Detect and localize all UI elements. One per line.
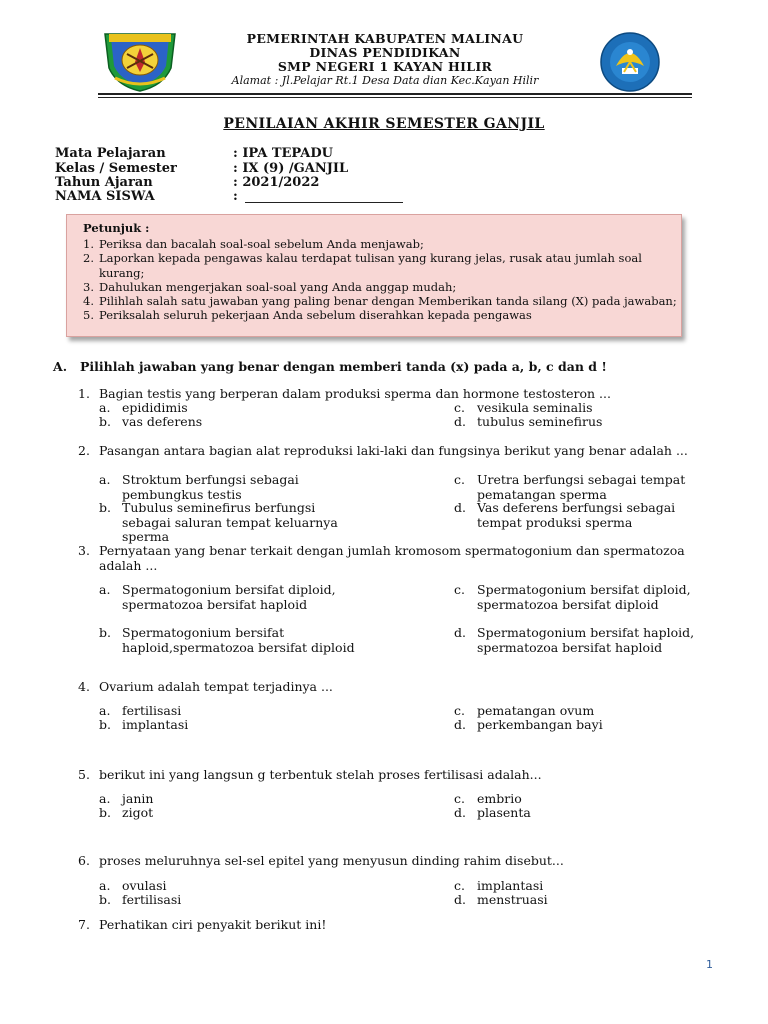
info-label: NAMA SISWA [55, 189, 155, 204]
option-text: implantasi [477, 878, 544, 893]
section-letter: A. [53, 359, 68, 374]
instruction-item [83, 251, 679, 280]
question-text: Pasangan antara bagian alat reproduksi laki-laki dan fungsinya berikut yang benar adalah ... [99, 443, 688, 458]
instructions-box [66, 214, 682, 337]
option-label: b. [99, 717, 111, 732]
option-text: Vas deferens berfungsi sebagai tempat produksi sperma [477, 500, 676, 530]
question-number: 1. [78, 386, 90, 401]
malinau-regency-emblem-icon [103, 28, 177, 92]
instruction-item [83, 237, 679, 251]
option-text: janin [122, 791, 154, 806]
option-label: d. [454, 805, 466, 820]
option-label: a. [99, 878, 111, 893]
option-text: Uretra berfungsi sebagai tempat pematangan sperma [477, 472, 686, 502]
info-label: Kelas / Semester [55, 161, 177, 176]
option-label: b. [99, 892, 111, 907]
question-number: 7. [78, 917, 90, 932]
header-divider-thick [98, 93, 692, 95]
instruction-item [83, 294, 679, 308]
question-number: 3. [78, 543, 90, 558]
info-value: : IPA TEPADU [233, 146, 333, 161]
option-label: c. [454, 703, 465, 718]
info-label: Tahun Ajaran [55, 175, 153, 190]
option-text: embrio [477, 791, 522, 806]
info-value: : [233, 189, 238, 204]
info-value: : IX (9) /GANJIL [233, 161, 349, 176]
option-label: c. [454, 400, 465, 415]
option-text: Spermatogonium bersifat diploid, spermatozoa bersifat haploid [122, 582, 336, 612]
info-value: : 2021/2022 [233, 175, 320, 190]
instruction-item [83, 308, 679, 322]
option-label: d. [454, 414, 466, 429]
option-text: tubulus seminefirus [477, 414, 603, 429]
option-label: b. [99, 625, 111, 640]
question-text: Bagian testis yang berperan dalam produksi sperma dan hormone testosteron ... [99, 386, 611, 401]
option-label: d. [454, 625, 466, 640]
instruction-text: Periksalah seluruh pekerjaan Anda sebelum diserahkan kepada pengawas [99, 308, 532, 323]
student-name-blank[interactable] [245, 202, 403, 203]
instruction-number: 4. [83, 294, 94, 309]
instruction-number: 1. [83, 237, 94, 251]
instruction-number: 5. [83, 308, 94, 323]
option-text: ovulasi [122, 878, 167, 893]
option-text: plasenta [477, 805, 531, 820]
header-government-name: PEMERINTAH KABUPATEN MALINAU [246, 31, 524, 46]
option-text: fertilisasi [122, 892, 182, 907]
option-label: c. [454, 472, 465, 487]
exam-title: PENILAIAN AKHIR SEMESTER GANJIL [223, 116, 545, 132]
question-number: 2. [78, 443, 90, 458]
tut-wuri-handayani-emblem-icon [598, 32, 662, 92]
instruction-text: Dahulukan mengerjakan soal-soal yang Anda anggap mudah; [99, 279, 457, 294]
option-text: fertilisasi [122, 703, 182, 718]
option-text: Spermatogonium bersifat haploid, spermatozoa bersifat haploid [477, 625, 695, 655]
header-address: Alamat : Jl.Pelajar Rt.1 Desa Data dian Kec.Kayan Hilir [231, 74, 539, 87]
option-text: pematangan ovum [477, 703, 595, 718]
question-text: proses meluruhnya sel-sel epitel yang menyusun dinding rahim disebut... [99, 853, 564, 868]
option-text: epididimis [122, 400, 188, 415]
instruction-text: Periksa dan bacalah soal-soal sebelum Anda menjawab; [99, 237, 424, 251]
option-label: c. [454, 582, 465, 597]
option-text: Tubulus seminefirus berfungsi sebagai saluran tempat keluarnya sperma [122, 500, 338, 544]
option-text: implantasi [122, 717, 189, 732]
instruction-item [83, 280, 679, 294]
option-label: d. [454, 892, 466, 907]
option-label: a. [99, 400, 111, 415]
option-text: Spermatogonium bersifat haploid,spermatozoa bersifat diploid [122, 625, 355, 655]
option-label: b. [99, 500, 111, 515]
instruction-number: 3. [83, 279, 94, 294]
option-label: d. [454, 500, 466, 515]
instructions-list [83, 237, 679, 323]
option-label: a. [99, 472, 111, 487]
option-label: a. [99, 791, 111, 806]
instruction-text: Pilihlah salah satu jawaban yang paling benar dengan Memberikan tanda silang (X) pada jawaban; [99, 294, 677, 309]
question-number: 4. [78, 679, 90, 694]
info-label: Mata Pelajaran [55, 146, 166, 161]
question-text: Pernyataan yang benar terkait dengan jumlah kromosom spermatogonium dan spermatozoa adalah ... [99, 543, 685, 573]
page-number: 1 [706, 958, 713, 971]
header-divider-thin [98, 97, 692, 98]
instruction-text: Laporkan kepada pengawas kalau terdapat tulisan yang kurang jelas, rusak atau jumlah soal kurang; [99, 251, 642, 280]
option-text: perkembangan bayi [477, 717, 603, 732]
option-text: menstruasi [477, 892, 548, 907]
question-text: Ovarium adalah tempat terjadinya ... [99, 679, 333, 694]
question-text: berikut ini yang langsun g terbentuk stelah proses fertilisasi adalah... [99, 767, 542, 782]
option-label: a. [99, 703, 111, 718]
option-label: b. [99, 805, 111, 820]
option-label: d. [454, 717, 466, 732]
section-instruction: Pilihlah jawaban yang benar dengan memberi tanda (x) pada a, b, c dan d ! [80, 359, 607, 374]
option-label: c. [454, 791, 465, 806]
header-department-name: DINAS PENDIDIKAN [309, 45, 461, 60]
option-label: a. [99, 582, 111, 597]
instructions-title: Petunjuk : [83, 221, 150, 235]
option-label: b. [99, 414, 111, 429]
option-text: Spermatogonium bersifat diploid, spermatozoa bersifat diploid [477, 582, 691, 612]
option-label: c. [454, 878, 465, 893]
option-text: vesikula seminalis [477, 400, 593, 415]
option-text: zigot [122, 805, 154, 820]
question-text: Perhatikan ciri penyakit berikut ini! [99, 917, 327, 932]
option-text: vas deferens [122, 414, 203, 429]
header-school-name: SMP NEGERI 1 KAYAN HILIR [277, 59, 493, 74]
question-number: 6. [78, 853, 90, 868]
option-text: Stroktum berfungsi sebagai pembungkus testis [122, 472, 299, 502]
instruction-number: 2. [83, 251, 94, 266]
question-number: 5. [78, 767, 90, 782]
